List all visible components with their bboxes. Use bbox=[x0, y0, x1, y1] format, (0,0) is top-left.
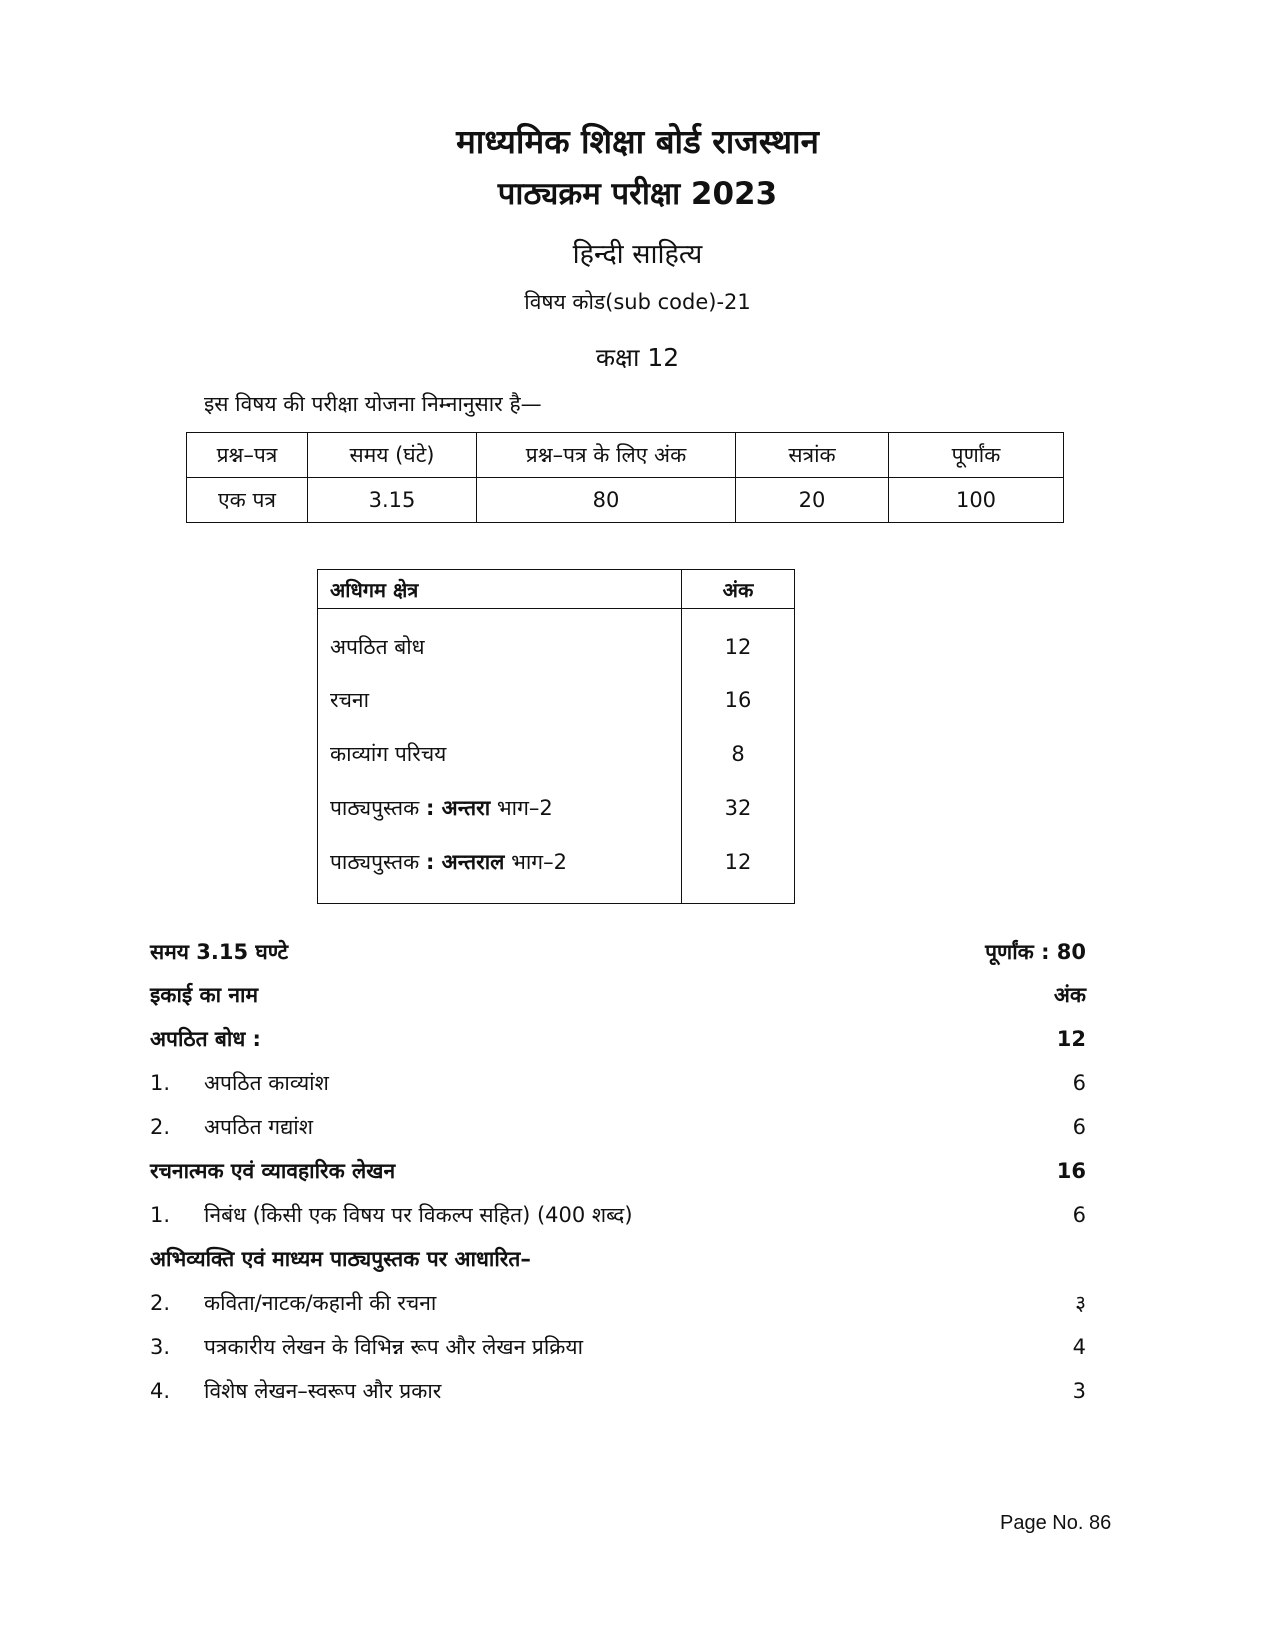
subject-title: हिन्दी साहित्य bbox=[572, 239, 703, 270]
total-marks: पूर्णांक : 80 bbox=[985, 940, 1086, 964]
subsection-heading bbox=[150, 1239, 1086, 1279]
time-label: समय 3.15 घण्टे bbox=[150, 940, 289, 964]
list-item bbox=[150, 1063, 1086, 1103]
item-number: 1. bbox=[150, 1203, 171, 1227]
section-heading bbox=[150, 1151, 1086, 1191]
item-marks: 4 bbox=[1072, 1335, 1086, 1359]
table-header-cell: पूर्णांक bbox=[889, 433, 1064, 478]
marks-header: अंक bbox=[682, 570, 795, 609]
list-item bbox=[150, 1195, 1086, 1235]
area-header: अधिगम क्षेत्र bbox=[318, 570, 682, 609]
table-row bbox=[187, 478, 1064, 523]
table-row bbox=[318, 609, 795, 674]
item-marks: 3 bbox=[1072, 1379, 1086, 1403]
item-text: अपठित गद्यांश bbox=[204, 1115, 314, 1139]
board-title: माध्यमिक शिक्षा बोर्ड राजस्थान bbox=[456, 122, 819, 161]
table-header-row bbox=[187, 433, 1064, 478]
item-number: 1. bbox=[150, 1071, 171, 1095]
item-number: 2. bbox=[150, 1291, 171, 1315]
marks-cell: 12 bbox=[682, 835, 795, 904]
area-cell: रचना bbox=[318, 673, 682, 727]
item-number: 4. bbox=[150, 1379, 171, 1403]
table-cell: 20 bbox=[736, 478, 889, 523]
item-marks: 6 bbox=[1072, 1115, 1086, 1139]
page-number: Page No. 86 bbox=[1000, 1512, 1112, 1534]
item-number: 3. bbox=[150, 1335, 171, 1359]
table-row bbox=[318, 835, 795, 904]
time-total-row bbox=[150, 932, 1086, 972]
unit-header-row bbox=[150, 975, 1086, 1015]
unit-name-label: इकाई का नाम bbox=[150, 983, 259, 1007]
list-item bbox=[150, 1283, 1086, 1323]
table-header-cell: प्रश्न–पत्र के लिए अंक bbox=[477, 433, 736, 478]
area-cell: अपठित बोध bbox=[318, 609, 682, 674]
table-row bbox=[318, 673, 795, 727]
section-marks: 12 bbox=[1056, 1027, 1086, 1051]
item-text: पत्रकारीय लेखन के विभिन्न रूप और लेखन प्रक्रिया bbox=[204, 1335, 584, 1359]
area-cell: काव्यांग परिचय bbox=[318, 727, 682, 781]
item-text: अपठित काव्यांश bbox=[204, 1071, 329, 1095]
item-marks: ३ bbox=[1075, 1291, 1086, 1315]
exam-scheme-table bbox=[186, 432, 1064, 523]
item-marks: 6 bbox=[1072, 1071, 1086, 1095]
area-cell: पाठ्यपुस्तक : अन्तरा भाग–2 bbox=[318, 781, 682, 835]
class-label: कक्षा 12 bbox=[595, 343, 680, 372]
subject-code: विषय कोड(sub code)-21 bbox=[524, 290, 751, 314]
syllabus-title: पाठ्यक्रम परीक्षा 2023 bbox=[497, 176, 778, 212]
marks-cell: 16 bbox=[682, 673, 795, 727]
table-header-cell: प्रश्न–पत्र bbox=[187, 433, 308, 478]
marks-cell: 32 bbox=[682, 781, 795, 835]
marks-cell: 12 bbox=[682, 609, 795, 674]
learning-areas-table bbox=[317, 569, 795, 904]
intro-text: इस विषय की परीक्षा योजना निम्नानुसार है— bbox=[204, 392, 542, 416]
section-heading bbox=[150, 1019, 1086, 1059]
list-item bbox=[150, 1107, 1086, 1147]
subsection-title: अभिव्यक्ति एवं माध्यम पाठ्यपुस्तक पर आधारित– bbox=[150, 1247, 531, 1271]
table-header-cell: सत्रांक bbox=[736, 433, 889, 478]
item-marks: 6 bbox=[1072, 1203, 1086, 1227]
item-number: 2. bbox=[150, 1115, 171, 1139]
table-cell: एक पत्र bbox=[187, 478, 308, 523]
section-title: रचनात्मक एवं व्यावहारिक लेखन bbox=[150, 1159, 396, 1183]
item-text: निबंध (किसी एक विषय पर विकल्प सहित) (400 शब्द) bbox=[204, 1203, 633, 1227]
item-text: कविता/नाटक/कहानी की रचना bbox=[204, 1291, 437, 1315]
table-row bbox=[318, 781, 795, 835]
table-cell: 100 bbox=[889, 478, 1064, 523]
item-text: विशेष लेखन–स्वरूप और प्रकार bbox=[204, 1379, 442, 1403]
marks-label: अंक bbox=[1053, 983, 1086, 1007]
table-row bbox=[318, 727, 795, 781]
marks-cell: 8 bbox=[682, 727, 795, 781]
table-header-cell: समय (घंटे) bbox=[308, 433, 477, 478]
section-marks: 16 bbox=[1056, 1159, 1086, 1183]
list-item bbox=[150, 1327, 1086, 1367]
table-header-row bbox=[318, 570, 795, 609]
section-title: अपठित बोध : bbox=[150, 1027, 261, 1051]
table-cell: 3.15 bbox=[308, 478, 477, 523]
area-cell: पाठ्यपुस्तक : अन्तराल भाग–2 bbox=[318, 835, 682, 904]
list-item bbox=[150, 1371, 1086, 1411]
table-cell: 80 bbox=[477, 478, 736, 523]
